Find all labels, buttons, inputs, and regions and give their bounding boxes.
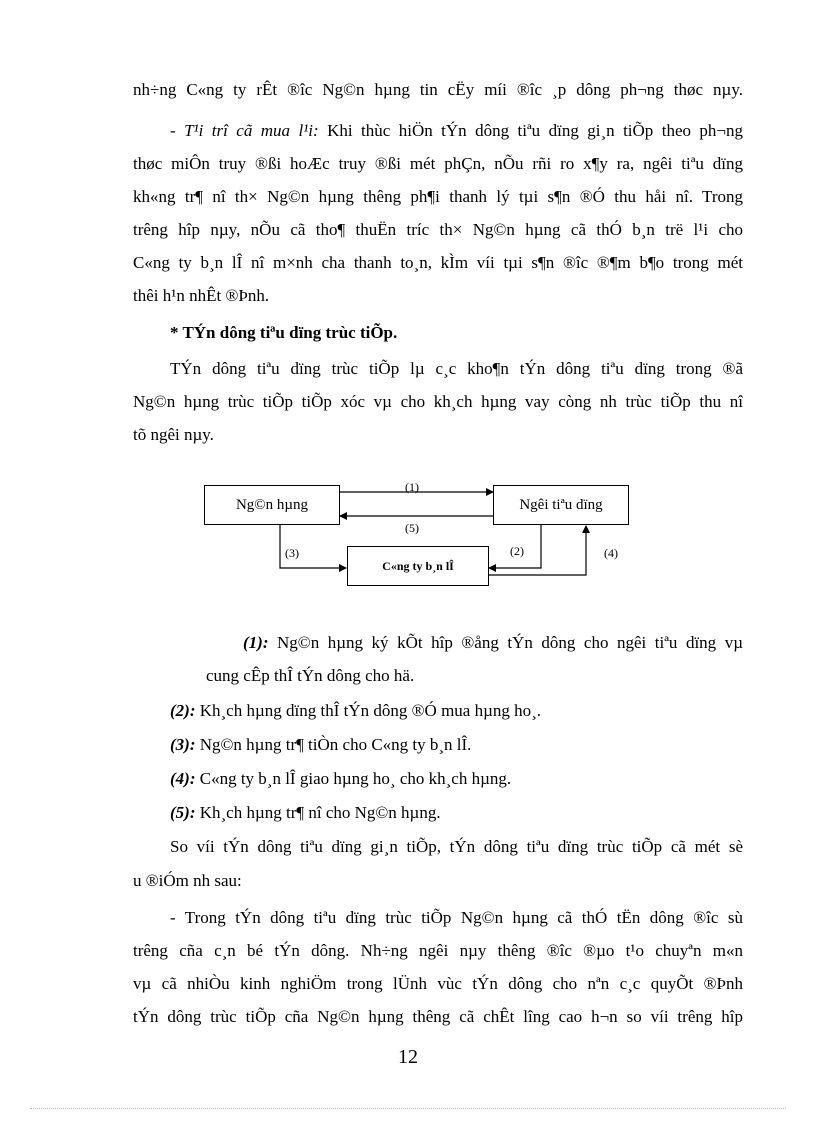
note-5-text: Kh¸ch hµng tr¶ nî cho Ng©n hµng. <box>195 803 441 822</box>
paragraph2-line6: thêi h¹n nhÊt ®Þnh. <box>133 286 270 305</box>
note-5 <box>170 802 743 824</box>
label-4: (4) <box>604 546 618 560</box>
note-2-text: Kh¸ch hµng dïng thÎ tÝn dông ®Ó mua hµng ho¸. <box>195 701 542 720</box>
label-5: (5) <box>405 521 419 535</box>
page-bottom-divider <box>30 1108 786 1109</box>
note-4-label: (4): <box>170 769 196 788</box>
label-3: (3) <box>285 546 299 560</box>
paragraph4-line1: So víi tÝn dông tiªu dïng gi¸n tiÕp, tÝn dông tiªu dïng trùc tiÕp cã mét sè <box>170 837 743 856</box>
consumer-box: Ngêi tiªu dïng <box>493 485 629 525</box>
section-heading: * TÝn dông tiªu dïng trùc tiÕp. <box>170 323 398 342</box>
note-5-label: (5): <box>170 803 196 822</box>
paragraph5-line3: vµ cã nhiÒu kinh nghiÖm trong lÜnh vùc tÝn dông cho nªn c¸c quyÕt ®Þnh <box>133 974 743 993</box>
paragraph5-line2: trêng cña c¸n bé tÝn dông. Nh÷ng ngêi nµy thêng ®îc ®µo t¹o chuyªn m«n <box>133 941 743 960</box>
paragraph5-line4: tÝn dông trùc tiÕp cña Ng©n hµng thêng cã chÊt lîng cao h¬n so víi trêng hîp <box>133 1007 743 1026</box>
note-4-text: C«ng ty b¸n lÎ giao hµng ho¸ cho kh¸ch hµng. <box>195 769 512 788</box>
label-2: (2) <box>510 544 524 558</box>
note-1-label: (1): <box>243 633 269 652</box>
note-3 <box>170 734 743 756</box>
label-1: (1) <box>405 480 419 494</box>
paragraph2-line3: kh«ng tr¶ nî th× Ng©n hµng thêng ph¶i thanh lý tµi s¶n ®Ó thu håi nî. Trong <box>133 187 743 206</box>
paragraph3-line3: tõ ngêi nµy. <box>133 425 214 444</box>
bank-box: Ng©n hµng <box>204 485 340 525</box>
paragraph2-line2: thøc miÔn truy ®ßi hoÆc truy ®ßi mét phÇn, nÕu rñi ro x¶y ra, ngêi tiªu dïng <box>133 154 743 173</box>
paragraph2-label: - T¹i trî cã mua l¹i: <box>170 121 319 140</box>
paragraph4-line2: u ®iÓm nh sau: <box>133 871 242 890</box>
paragraph2-line5: C«ng ty b¸n lÎ nî m×nh cha thanh to¸n, kÌm víi tµi s¶n ®îc ®¶m b¶o trong mét <box>133 253 743 272</box>
note-2 <box>170 700 743 722</box>
retailer-box: C«ng ty b¸n lÎ <box>347 546 489 586</box>
note-1-line2: cung cÊp thÎ tÝn dông cho hä. <box>206 666 415 685</box>
note-3-label: (3): <box>170 735 196 754</box>
note-3-text: Ng©n hµng tr¶ tiÒn cho C«ng ty b¸n lÎ. <box>195 735 472 754</box>
paragraph3-line2: Ng©n hµng trùc tiÕp tiÕp xóc vµ cho kh¸ch hµng vay còng nh trùc tiÕp thu nî <box>133 392 743 411</box>
note-4 <box>170 768 743 790</box>
paragraph2-line1-text: Khi thùc hiÖn tÝn dông tiªu dïng gi¸n tiÕp theo ph¬ng <box>318 121 743 140</box>
paragraph2-line4: trêng hîp nµy, nÕu cã tho¶ thuËn tríc th× Ng©n hµng cã thÓ b¸n trë l¹i cho <box>133 220 743 239</box>
page-number: 12 <box>398 1046 418 1068</box>
note-1-line1 <box>243 632 743 654</box>
note-2-label: (2): <box>170 701 196 720</box>
paragraph5-line1: - Trong tÝn dông tiªu dïng trùc tiÕp Ng©n hµng cã thÓ tËn dông ®îc sù <box>170 908 743 927</box>
note-1-text: Ng©n hµng ký kÕt hîp ®ång tÝn dông cho ngêi tiªu dïng vµ <box>268 633 743 652</box>
paragraph1-line1: nh÷ng C«ng ty rÊt ®îc Ng©n hµng tin cËy míi ®îc ¸p dông ph¬ng thøc nµy. <box>133 80 743 99</box>
paragraph3-line1: TÝn dông tiªu dïng trùc tiÕp lµ c¸c kho¶n tÝn dông tiªu dïng trong ®ã <box>170 359 743 378</box>
